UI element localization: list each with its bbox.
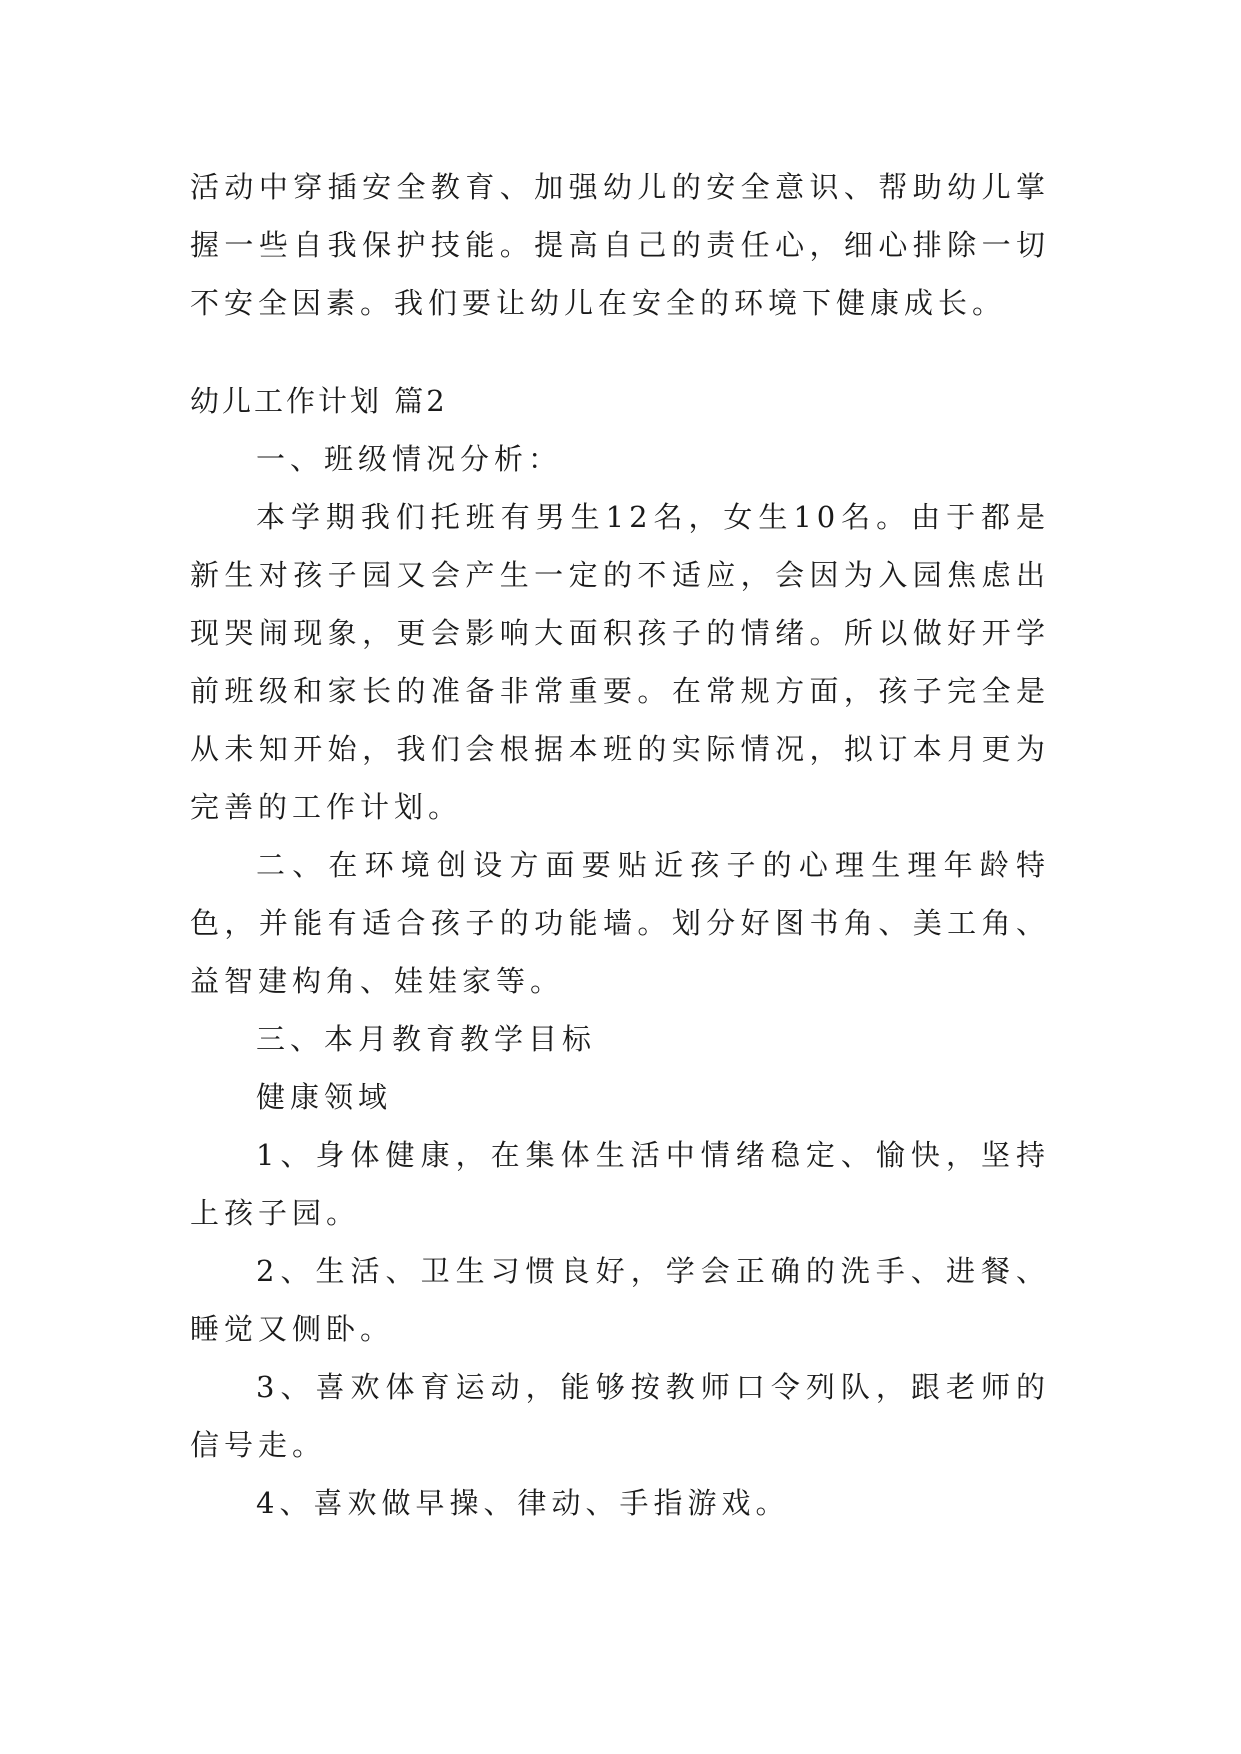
paragraph-goal-1: 1、身体健康，在集体生活中情绪稳定、愉快，坚持上孩子园。 [190, 1138, 1050, 1230]
paragraph-environment: 二、在环境创设方面要贴近孩子的心理生理年龄特色，并能有适合孩子的功能墙。划分好图书角、美工角、益智建构角、娃娃家等。 [190, 848, 1050, 998]
paragraph-goal-2: 2、生活、卫生习惯良好，学会正确的洗手、进餐、睡觉又侧卧。 [190, 1254, 1050, 1346]
document-body [190, 158, 1050, 1532]
paragraph-goal-3: 3、喜欢体育运动，能够按教师口令列队，跟老师的信号走。 [190, 1370, 1050, 1462]
section-title: 幼儿工作计划 篇2 [190, 384, 448, 418]
paragraph-class-situation: 本学期我们托班有男生12名，女生10名。由于都是新生对孩子园又会产生一定的不适应，会因为入园焦虑出现哭闹现象，更会影响大面积孩子的情绪。所以做好开学前班级和家长的准备非常重要。在常规方面，孩子完全是从未知开始，我们会根据本班的实际情况，拟订本月更为完善的工作计划。 [190, 500, 1050, 824]
paragraph-goals-heading: 三、本月教育教学目标 [256, 1022, 597, 1056]
paragraph-class-analysis-heading: 一、班级情况分析： [256, 442, 563, 476]
intro-paragraph: 活动中穿插安全教育、加强幼儿的安全意识、帮助幼儿掌握一些自我保护技能。提高自己的责任心，细心排除一切不安全因素。我们要让幼儿在安全的环境下健康成长。 [190, 170, 1050, 320]
paragraph-health-domain: 健康领域 [256, 1080, 393, 1114]
paragraph-goal-4: 4、喜欢做早操、律动、手指游戏。 [256, 1486, 790, 1520]
